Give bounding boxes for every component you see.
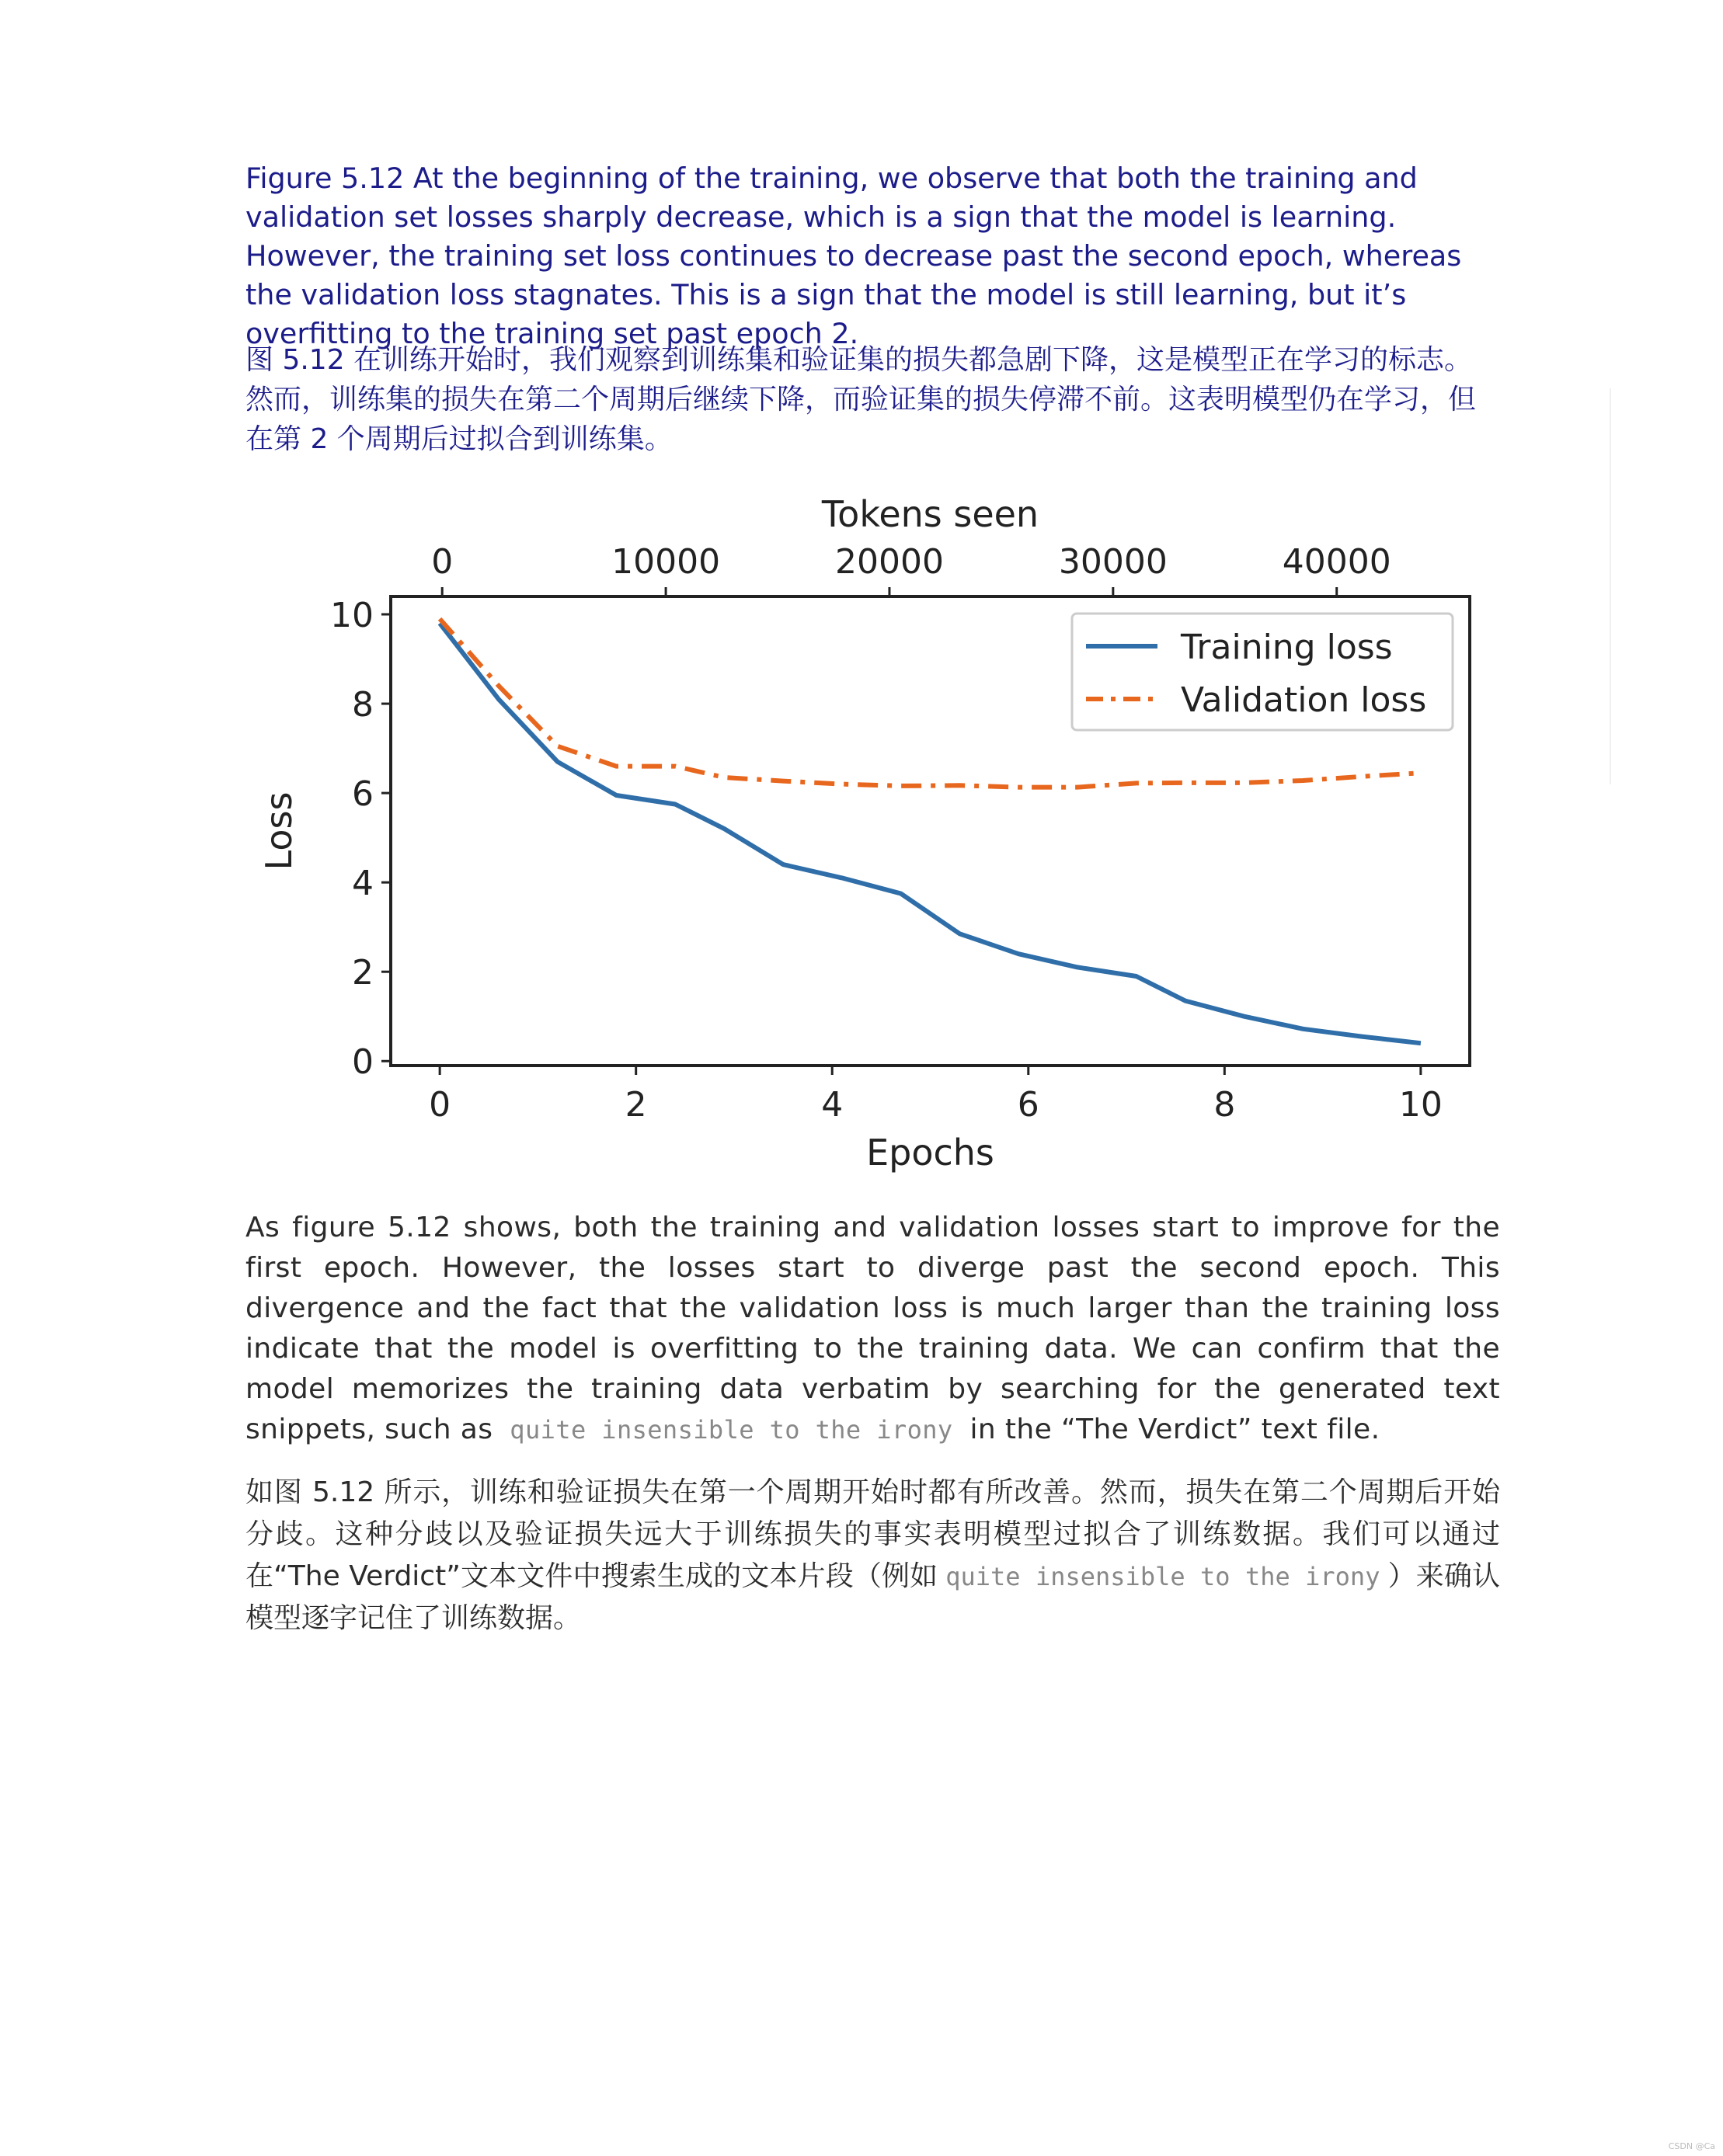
page-edge-line [1610, 388, 1611, 784]
y-tick-label: 8 [352, 685, 374, 725]
body-paragraph-english [245, 1208, 1500, 1450]
x-tick-label: 6 [1017, 1085, 1039, 1125]
code-snippet: quite insensible to the irony [510, 1415, 953, 1445]
y-tick-label: 4 [352, 864, 374, 904]
top-x-tick-label: 10000 [611, 542, 721, 582]
y-tick-label: 10 [330, 596, 374, 636]
legend-validation-label: Validation loss [1181, 680, 1427, 720]
top-x-axis-label: Tokens seen [821, 493, 1039, 535]
y-tick-label: 0 [352, 1042, 374, 1083]
body-english-text-1: As figure 5.12 shows, both the training and validation losses start to improve for the first epoch. However, the losses start to diverge past the second epoch. This divergence and the fact that the validation loss is much larger than the training loss indicate that the model is overfitting to the training data. We can confirm that the model memorizes the training data verbatim by searching for the generated text snippets, such as [245, 1212, 1500, 1445]
top-x-tick-label: 30000 [1058, 542, 1168, 582]
loss-chart [258, 482, 1484, 1181]
body-chinese-text-1: 如图 5.12 所示，训练和验证损失在第一个周期开始时都有所改善。然而，损失在第二个周期后开始分歧。这种分歧以及验证损失远大于训练损失的事实表明模型过拟合了训练数据。我们可以通过在“The Verdict”文本文件中搜索生成的文本片段（例如 [245, 1476, 1500, 1592]
x-tick-label: 2 [625, 1085, 647, 1125]
code-snippet-chinese: quite insensible to the irony [945, 1562, 1380, 1591]
x-tick-label: 4 [821, 1085, 844, 1125]
figure-caption-english: Figure 5.12 At the beginning of the training, we observe that both the training and validation set losses sharply decrease, which is a sign that the model is learning. However, the training set loss continues to decrease past the second epoch, whereas the validation loss stagnates. This is a sign that the model is still learning, but it’s overfitting to the training set past epoch 2. [245, 162, 1462, 350]
x-tick-label: 10 [1398, 1085, 1443, 1125]
y-tick-label: 6 [352, 774, 374, 815]
x-axis-label: Epochs [866, 1132, 994, 1174]
top-x-tick-label: 0 [431, 542, 454, 582]
body-paragraph-chinese [245, 1472, 1500, 1640]
y-axis-label: Loss [258, 791, 300, 871]
y-tick-label: 2 [352, 953, 374, 993]
top-x-tick-label: 20000 [834, 542, 944, 582]
x-tick-label: 8 [1213, 1085, 1236, 1125]
x-tick-label: 0 [429, 1085, 451, 1125]
figure-caption-chinese: 图 5.12 在训练开始时，我们观察到训练集和验证集的损失都急剧下降，这是模型正在学习的标志。然而，训练集的损失在第二个周期后继续下降，而验证集的损失停滞不前。这表明模型仍在学习，但在第 2 个周期后过拟合到训练集。 [245, 344, 1477, 455]
body-english-text-2: in the “The Verdict” text file. [969, 1414, 1380, 1445]
watermark: CSDN @Ca [1668, 2141, 1715, 2151]
legend-training-label: Training loss [1181, 628, 1393, 667]
top-x-tick-label: 40000 [1282, 542, 1391, 582]
body-chinese-text-2: ）来确认模型逐字记住了训练数据。 [245, 1560, 1500, 1634]
